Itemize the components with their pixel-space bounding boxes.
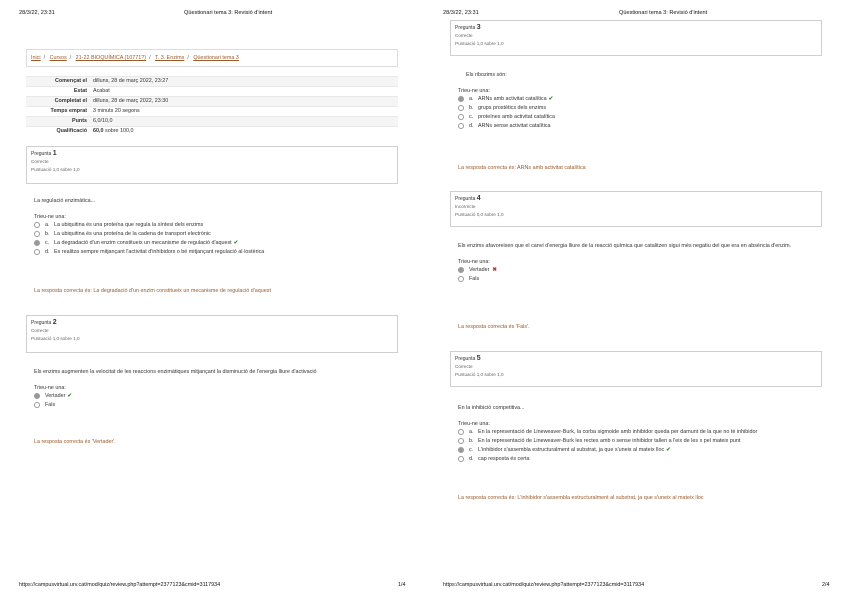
radio-icon[interactable] <box>458 105 464 111</box>
radio-selected-icon[interactable] <box>458 447 464 453</box>
attempt-summary-table <box>26 76 398 136</box>
correct-check-icon: ✔ <box>548 95 554 102</box>
radio-icon[interactable] <box>34 249 40 255</box>
question-1-feedback: La resposta correcta és: La degradació d'un enzim constitueix un mecanisme de regulació d'aquest <box>34 288 271 294</box>
choose-one-label: Trieu-ne una: <box>458 421 490 427</box>
radio-icon[interactable] <box>458 123 464 129</box>
answer-option[interactable]: b. La ubiquitina és una proteïna de la cadena de transport electrònic <box>34 229 394 238</box>
question-score: Puntuació 1,0 sobre 1,0 <box>455 372 504 377</box>
breadcrumb-section-link[interactable]: T. 3. Enzims <box>155 55 185 61</box>
header-title: Qüestionari tema 3: Revisió d'intent <box>184 10 273 16</box>
answer-option[interactable]: a. La ubiquitina és una proteïna que regula la síntesi dels enzims <box>34 220 394 229</box>
question-number: 4 <box>476 195 481 202</box>
answer-option[interactable]: b. En la representació de Lineweaver-Burk les rectes amb o sense inhibidor tallen a l'eix de les x pel mateix punt <box>458 436 823 445</box>
summary-row: Començat el dilluns, 28 de març 2022, 23:27 <box>26 77 398 87</box>
summary-row-grade: Qualificació 60,0 sobre 100,0 <box>26 126 398 135</box>
print-page-2 <box>424 0 848 599</box>
question-3-feedback: La resposta correcta és: ARNs amb activitat catalítica <box>458 165 586 171</box>
summary-row: Punts 6,0/10,0 <box>26 116 398 126</box>
choose-one-label: Trieu-ne una: <box>34 385 66 391</box>
summary-row: Estat Acabat <box>26 86 398 96</box>
question-score: Puntuació 1,0 sobre 1,0 <box>455 41 504 46</box>
breadcrumb-course-link[interactable]: 21-22 BIOQUÍMICA (10771?) <box>75 55 147 61</box>
header-datetime: 28/3/22, 23:31 <box>443 10 479 16</box>
question-status: Correcte <box>31 328 49 333</box>
correct-check-icon: ✔ <box>67 392 72 399</box>
radio-icon[interactable] <box>34 231 40 237</box>
question-2-content <box>34 368 394 409</box>
question-score: Puntuació 1,0 sobre 1,0 <box>31 336 80 341</box>
radio-selected-icon[interactable] <box>34 240 40 246</box>
answer-option[interactable]: Fals <box>458 274 820 283</box>
question-number: 5 <box>476 355 481 362</box>
question-status: Correcte <box>455 33 473 38</box>
question-status: Incorrecte <box>455 204 476 209</box>
breadcrumb-home-link[interactable]: Inici <box>31 55 41 61</box>
question-2-feedback: La resposta correcta és 'Vertader'. <box>34 439 116 445</box>
correct-check-icon: ✔ <box>666 446 671 453</box>
correct-check-icon: ✔ <box>233 239 239 246</box>
answer-option[interactable]: d. cap resposta és certa <box>458 454 823 463</box>
answer-option-selected[interactable]: Vertader ✖ <box>458 265 820 274</box>
breadcrumb: Inici / Cursos / 21-22 BIOQUÍMICA (10771?) / T. 3. Enzims / Qüestionari tema 3 <box>26 49 398 67</box>
breadcrumb-quiz-link[interactable]: Qüestionari tema 3 <box>193 55 239 61</box>
radio-icon[interactable] <box>458 438 464 444</box>
answer-option[interactable]: c. proteïnes amb activitat catalítica <box>458 112 818 121</box>
incorrect-cross-icon: ✖ <box>492 266 497 273</box>
question-score: Puntuació 1,0 sobre 1,0 <box>31 167 80 172</box>
radio-selected-icon[interactable] <box>458 96 464 102</box>
grade-value: 60,0 <box>93 127 104 134</box>
answer-option[interactable]: b. grups prostètics dels enzims <box>458 103 818 112</box>
grade-max: sobre 100,0 <box>105 127 134 134</box>
header-datetime: 28/3/22, 23:31 <box>19 10 55 16</box>
question-4-feedback: La resposta correcta és 'Fals'. <box>458 324 530 330</box>
question-text: Els ribozims són: <box>466 72 507 78</box>
choose-one-label: Trieu-ne una: <box>458 88 490 94</box>
question-number: 2 <box>52 319 57 326</box>
question-4-info: Pregunta 4 Incorrecte Puntuació 0,0 sobre 1,0 <box>450 191 822 227</box>
question-text: Els enzims augmenten la velocitat de les reaccions enzimàtiques mitjançant la disminució de l'energia lliure d'activació <box>34 369 317 375</box>
answer-option-selected[interactable]: Vertader ✔ <box>34 391 394 400</box>
radio-selected-icon[interactable] <box>34 393 40 399</box>
question-2-info: Pregunta 2 Correcte Puntuació 1,0 sobre 1,0 <box>26 315 398 353</box>
footer-page-number: 2/4 <box>822 582 830 588</box>
answer-option-selected[interactable]: a. ARNs amb activitat catalítica ✔ <box>458 94 818 103</box>
answer-option[interactable]: d. Es realitza sempre mitjançant l'activitat d'inhibidors o bé mitjançant regulació al·lostèrica <box>34 247 394 256</box>
answer-option[interactable]: a. En la representació de Lineweaver-Burk, la corba sigmoide amb inhibidor queda per damunt de la que no té inhibidor <box>458 427 823 436</box>
radio-icon[interactable] <box>34 222 40 228</box>
radio-icon[interactable] <box>458 429 464 435</box>
radio-icon[interactable] <box>458 276 464 282</box>
choose-one-label: Trieu-ne una: <box>34 214 66 220</box>
footer-url: https://campusvirtual.urv.cat/mod/quiz/review.php?attempt=2377123&cmid=3117934 <box>443 582 645 588</box>
question-5-feedback: La resposta correcta és: L'inhibidor s'assembla estructuralment al substrat, ja que s'uneix al mateix lloc <box>458 495 704 501</box>
question-status: Correcte <box>31 159 49 164</box>
question-number: 3 <box>476 24 481 31</box>
answer-option[interactable]: Fals <box>34 400 394 409</box>
question-number: 1 <box>52 150 57 157</box>
footer-page-number: 1/4 <box>398 582 406 588</box>
question-score: Puntuació 0,0 sobre 1,0 <box>455 212 504 217</box>
summary-row: Completat el dilluns, 28 de març 2022, 23:30 <box>26 96 398 106</box>
answer-option-selected[interactable]: c. La degradació d'un enzim constitueix un mecanisme de regulació d'aquest ✔ <box>34 238 394 247</box>
footer-url: https://campusvirtual.urv.cat/mod/quiz/review.php?attempt=2377123&cmid=3117934 <box>19 582 221 588</box>
radio-selected-icon[interactable] <box>458 267 464 273</box>
question-text: Els enzims afavoreixen que el canvi d'energia lliure de la reacció química que catalitzen sigui més negatiu del que era en absència d'enzim. <box>458 243 792 249</box>
summary-row: Temps emprat 3 minuts 20 segons <box>26 106 398 116</box>
radio-icon[interactable] <box>34 402 40 408</box>
radio-icon[interactable] <box>458 456 464 462</box>
breadcrumb-courses-link[interactable]: Cursos <box>49 55 67 61</box>
question-1-info: Pregunta 1 Correcte Puntuació 1,0 sobre 1,0 <box>26 146 398 184</box>
header-title: Qüestionari tema 3: Revisió d'intent <box>619 10 708 16</box>
question-3-content <box>458 71 818 130</box>
radio-icon[interactable] <box>458 114 464 120</box>
question-5-content <box>458 404 823 463</box>
choose-one-label: Trieu-ne una: <box>458 259 490 265</box>
question-5-info: Pregunta 5 Correcte Puntuació 1,0 sobre 1,0 <box>450 351 822 387</box>
answer-option-selected[interactable]: c. L'inhibidor s'assembla estructuralment al substrat, ja que s'uneix al mateix lloc ✔ <box>458 445 823 454</box>
question-4-content <box>458 242 820 283</box>
answer-option[interactable]: d. ARNs sense activitat catalítica <box>458 121 818 130</box>
question-text: La regulació enzimàtica... <box>34 198 96 204</box>
question-3-info: Pregunta 3 Correcte Puntuació 1,0 sobre 1,0 <box>450 20 822 56</box>
question-text: En la inhibició competitiva... <box>458 405 525 411</box>
question-1-content <box>34 197 394 256</box>
question-status: Correcte <box>455 364 473 369</box>
